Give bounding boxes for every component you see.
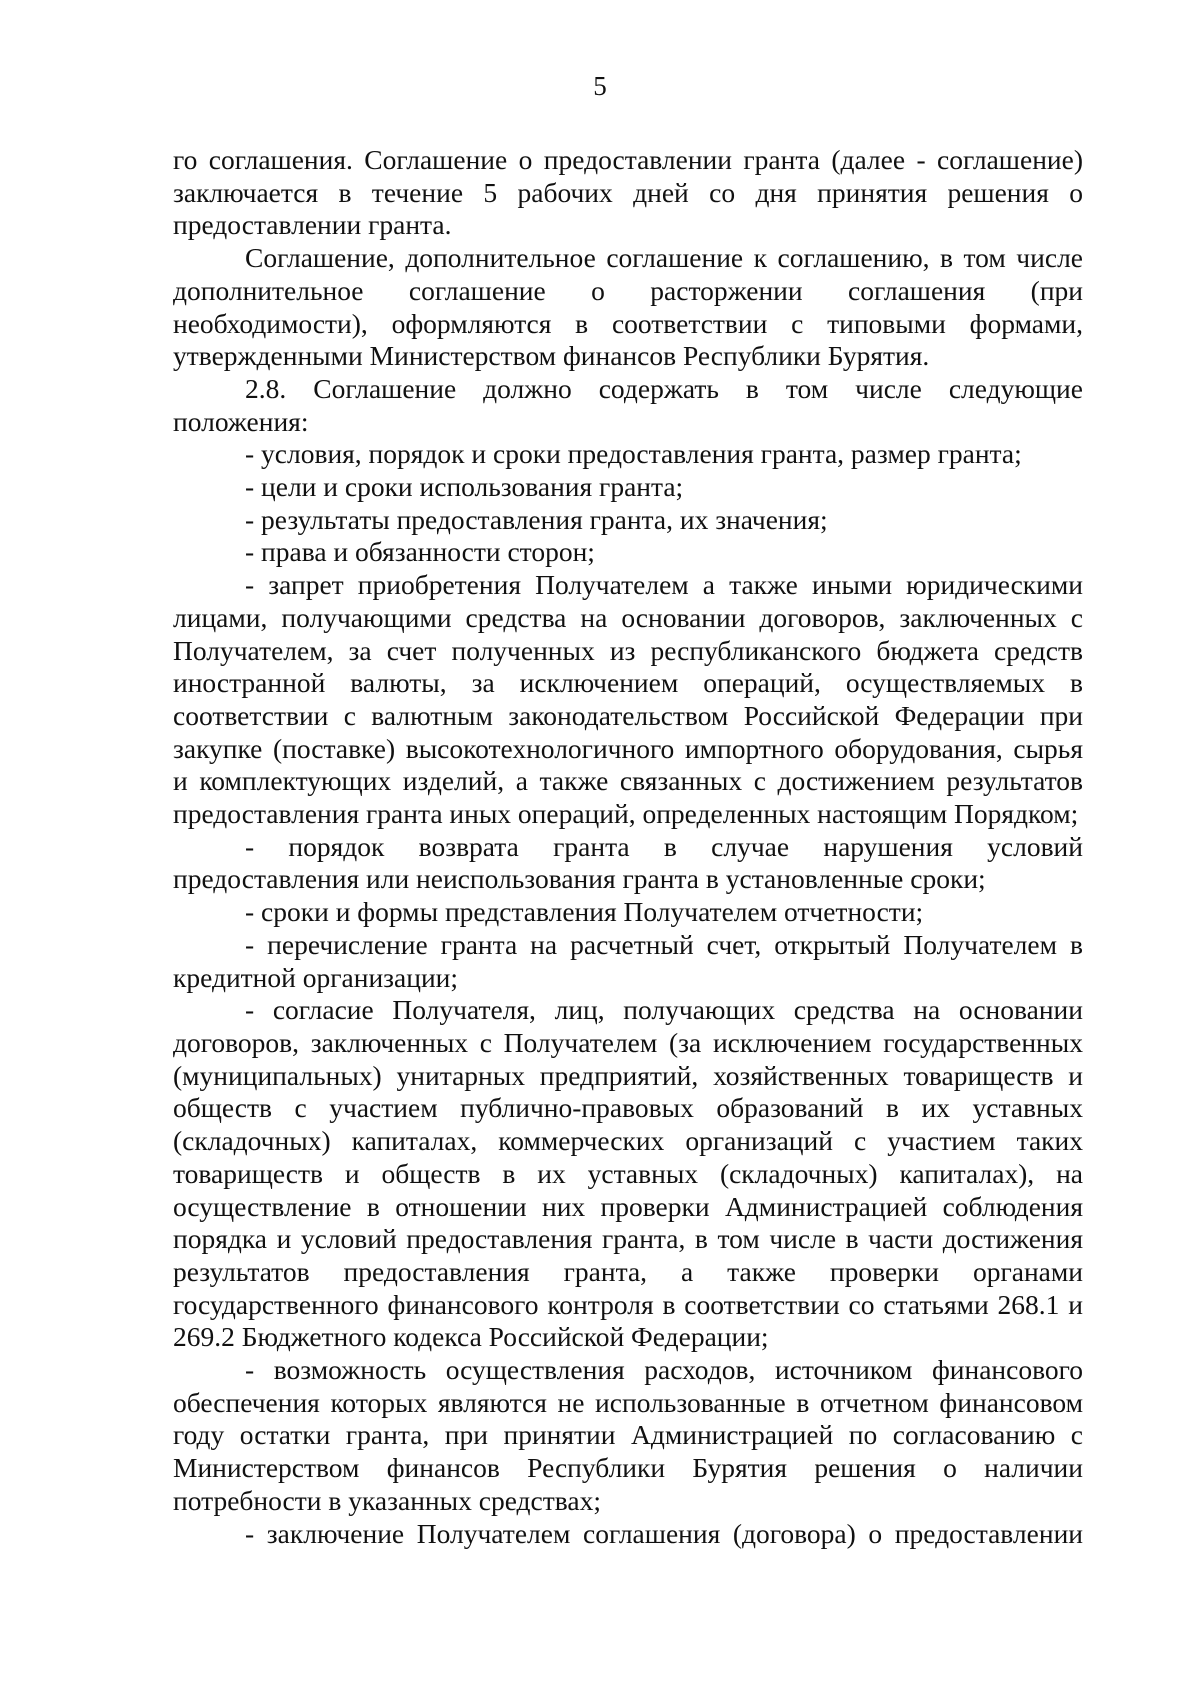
paragraph: - заключение Получателем соглашения (договора) о предоставлении (245, 1517, 1083, 1549)
paragraph: - цели и сроки использования гранта; (245, 471, 684, 503)
page-number: 5 (593, 71, 607, 101)
paragraph: - возможность осуществления расходов, источником финансового обеспечения которых являются не использованные в отчетном финансовом году остатки гранта, при принятии Администрацией по согласованию с Министерством финансов Республики Бурятия решения о наличии потребности в указанных средствах; (173, 1354, 1083, 1516)
paragraph: - права и обязанности сторон; (245, 536, 595, 568)
paragraph: го соглашения. Соглашение о предоставлении гранта (далее - соглашение) заключается в течение 5 рабочих дней со дня принятия решения о предоставлении гранта. (173, 144, 1083, 241)
document-body (173, 144, 1083, 1550)
paragraph: - запрет приобретения Получателем а также иными юридическими лицами, получающими средства на основании договоров, заключенных с Получателем, за счет полученных из республиканского бюджета средств иностранной валюты, за исключением операций, осуществляемых в соответствии с валютным законодательством Российской Федерации при закупке (поставке) высокотехнологичного импортного оборудования, сырья и комплектующих изделий, а также связанных с достижением результатов предоставления гранта иных операций, определенных настоящим Порядком; (173, 569, 1083, 830)
paragraph: Соглашение, дополнительное соглашение к соглашению, в том числе дополнительное соглашение о расторжении соглашения (при необходимости), оформляются в соответствии с типовыми формами, утвержденными Министерством финансов Республики Бурятия. (173, 242, 1083, 372)
paragraph: - порядок возврата гранта в случае нарушения условий предоставления или неиспользования гранта в установленные сроки; (173, 830, 1083, 895)
paragraph: - сроки и формы представления Получателем отчетности; (245, 896, 924, 928)
paragraph: - согласие Получателя, лиц, получающих средства на основании договоров, заключенных с Получателем (за исключением государственных (муниципальных) унитарных предприятий, хозяйственных товариществ и обществ с участием публично-правовых образований в их уставных (складочных) капиталах, коммерческих организаций с участием таких товариществ и обществ в их уставных (складочных) капиталах), на осуществление в отношении них проверки Администрацией соблюдения порядка и условий предоставления гранта, в том числе в части достижения результатов предоставления гранта, а также проверки органами государственного финансового контроля в соответствии со статьями 268.1 и 269.2 Бюджетного кодекса Российской Федерации; (173, 994, 1083, 1353)
paragraph: - перечисление гранта на расчетный счет, открытый Получателем в кредитной организации; (173, 928, 1083, 993)
paragraph: 2.8. Соглашение должно содержать в том числе следующие положения: (173, 372, 1083, 437)
paragraph: - условия, порядок и сроки предоставления гранта, размер гранта; (245, 438, 1022, 470)
paragraph: - результаты предоставления гранта, их значения; (245, 503, 828, 535)
